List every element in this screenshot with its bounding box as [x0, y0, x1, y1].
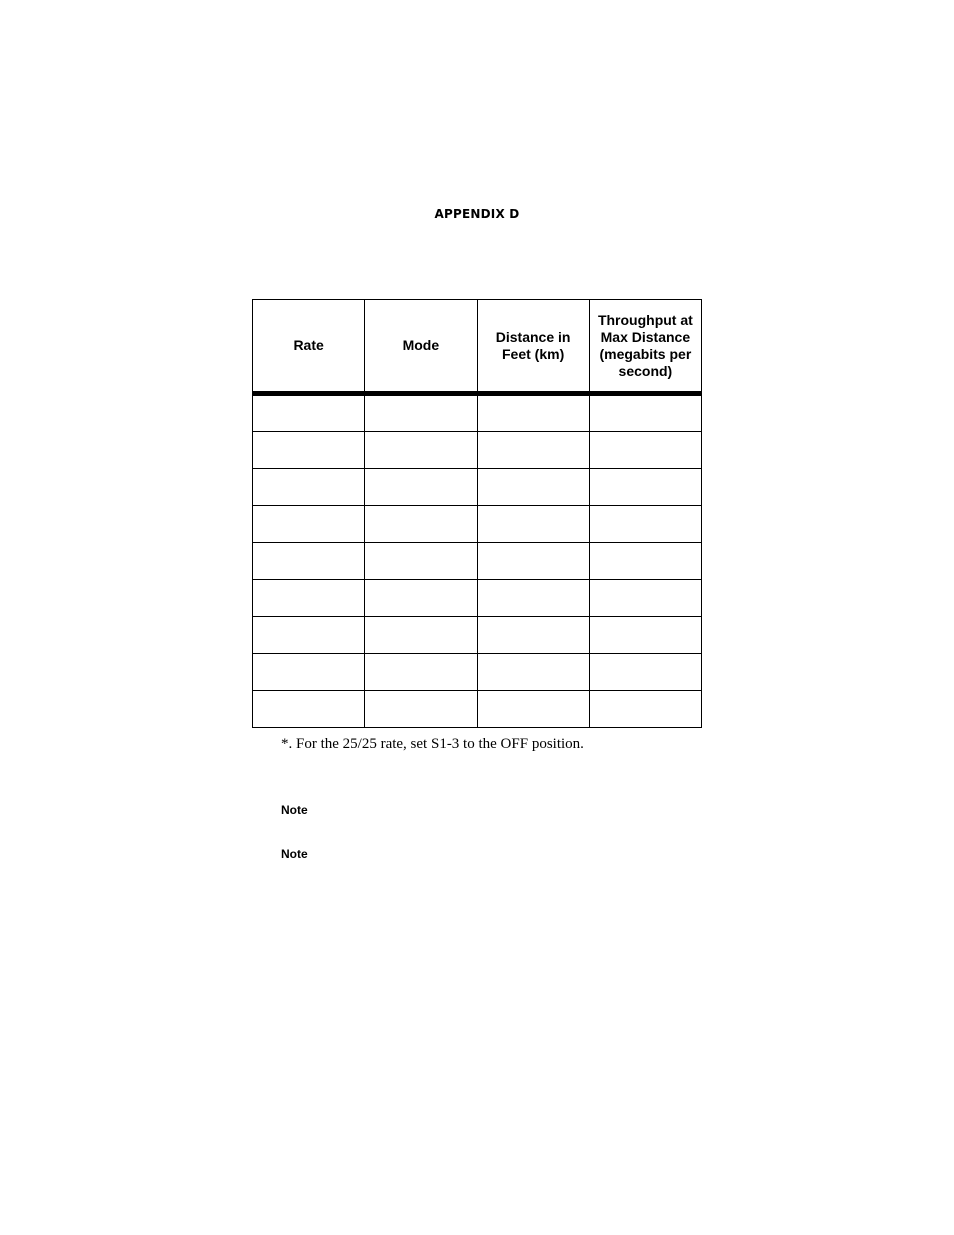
table-row [253, 394, 702, 432]
table-row [253, 506, 702, 543]
table-cell [589, 617, 701, 654]
note-label: Note [281, 847, 308, 861]
table-footnote: *. For the 25/25 rate, set S1-3 to the OFF position. [281, 736, 584, 752]
table-cell [477, 469, 589, 506]
table-cell [589, 469, 701, 506]
table-row [253, 469, 702, 506]
appendix-heading: APPENDIX D [434, 207, 520, 221]
table-cell [253, 394, 365, 432]
table-cell [253, 580, 365, 617]
table-cell [253, 506, 365, 543]
table-cell [365, 469, 477, 506]
table-cell [477, 617, 589, 654]
column-header-throughput-text: Throughput at Max Distance (megabits per second) [597, 311, 693, 379]
table-cell [589, 506, 701, 543]
table-cell [365, 432, 477, 469]
table-cell [589, 654, 701, 691]
table-cell [477, 543, 589, 580]
table-header-row [253, 300, 702, 394]
table-cell [253, 543, 365, 580]
table-cell [477, 432, 589, 469]
column-header-mode: Mode [365, 300, 477, 394]
table-row [253, 691, 702, 728]
table-cell [589, 543, 701, 580]
table-row [253, 580, 702, 617]
table-cell [365, 691, 477, 728]
table-cell [365, 654, 477, 691]
table-cell [477, 580, 589, 617]
table-cell [253, 691, 365, 728]
table-cell [589, 580, 701, 617]
table-cell [253, 469, 365, 506]
table-cell [253, 654, 365, 691]
table-cell [477, 394, 589, 432]
column-header-distance [477, 300, 589, 394]
rate-mode-distance-table [252, 299, 702, 728]
table-cell [589, 432, 701, 469]
table-cell [477, 654, 589, 691]
table-cell [589, 691, 701, 728]
table-cell [253, 617, 365, 654]
table-cell [365, 543, 477, 580]
column-header-distance-text: Distance in Feet (km) [495, 328, 571, 362]
column-header-rate: Rate [253, 300, 365, 394]
table-row [253, 543, 702, 580]
table-cell [477, 506, 589, 543]
table-row [253, 654, 702, 691]
table-cell [253, 432, 365, 469]
table-cell [365, 617, 477, 654]
table-cell [477, 691, 589, 728]
table-cell [365, 580, 477, 617]
column-header-throughput [589, 300, 701, 394]
table-cell [365, 394, 477, 432]
table-row [253, 432, 702, 469]
table-row [253, 617, 702, 654]
note-label: Note [281, 803, 308, 817]
table-cell [589, 394, 701, 432]
table-cell [365, 506, 477, 543]
